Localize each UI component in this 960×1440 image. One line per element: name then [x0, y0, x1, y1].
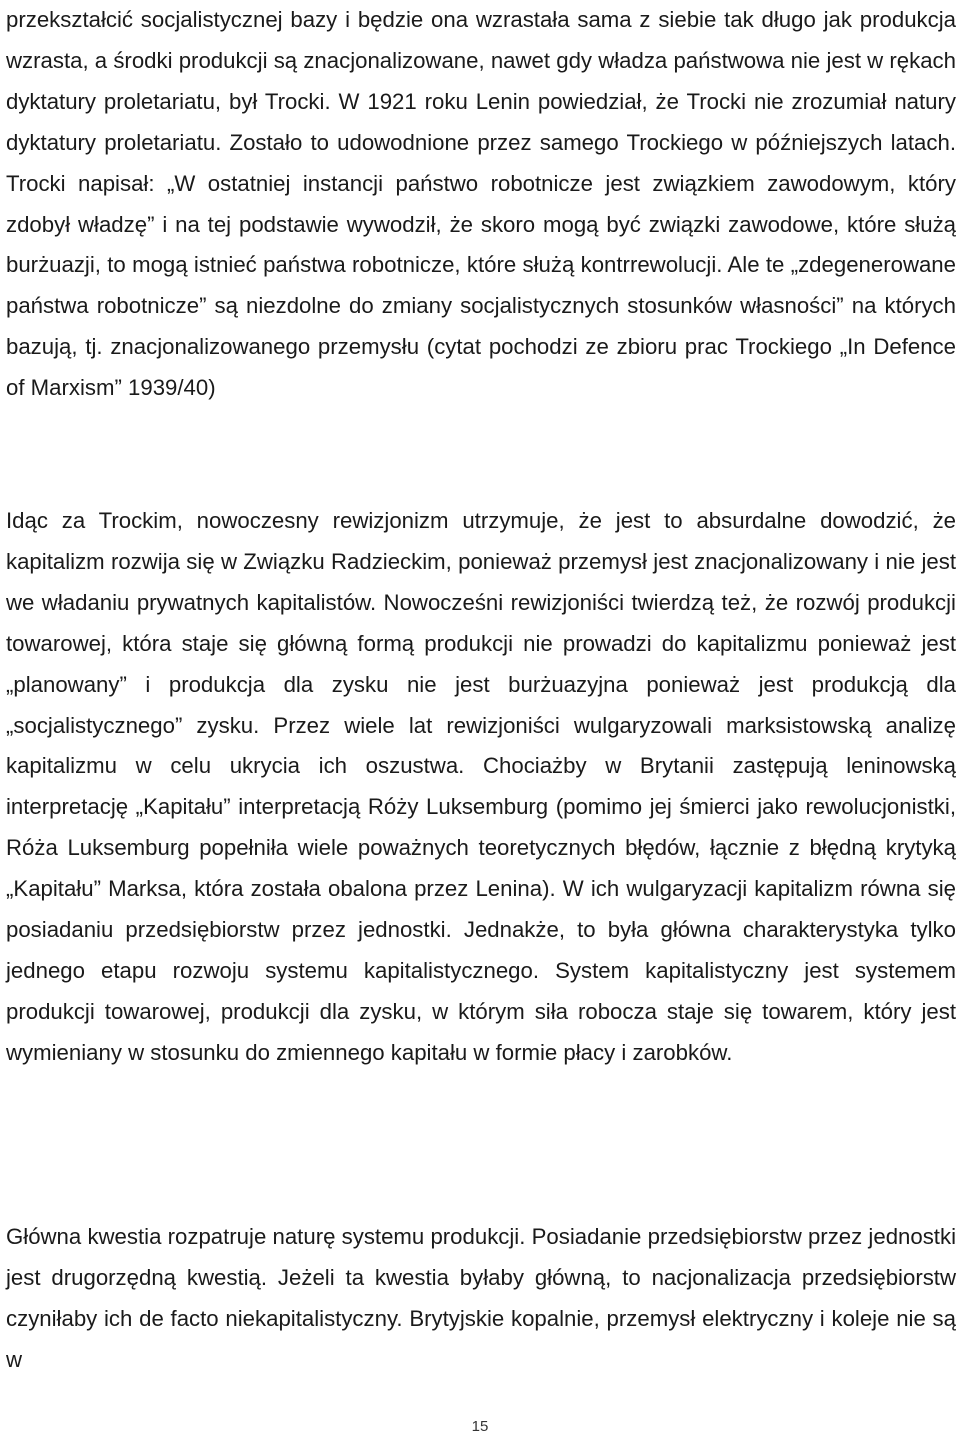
paragraph-3: Główna kwestia rozpatruje naturę systemu produkcji. Posiadanie przedsiębiorstw przez jednostki jest drugorzędną kwestią. Jeżeli ta kwestia byłaby główną, to nacjonalizacja przedsiębiorstw czyniłaby ich de facto niekapitalistyczny. Brytyjskie kopalnie, przemysł elektryczny i koleje nie są w — [6, 1224, 956, 1372]
page-number: 15 — [471, 1418, 489, 1435]
paragraph-1: przekształcić socjalistycznej bazy i będzie ona wzrastała sama z siebie tak długo jak produkcja wzrasta, a środki produkcji są znacjonalizowane, nawet gdy władza państwowa nie jest w rękach dyktatury proletariatu, był Trocki. W 1921 roku Lenin powiedział, że Trocki nie zrozumiał natury dyktatury proletariatu. Zostało to udowodnione przez samego Trockiego w późniejszych latach. Trocki napisał: „W ostatniej instancji państwo robotnicze jest związkiem zawodowym, który zdobył władzę” i na tej podstawie wywodził, że skoro mogą być związki zawodowe, które służą burżuazji, to mogą istnieć państwa robotnicze, które służą kontrrewolucji. Ale te „zdegenerowane państwa robotnicze” są niezdolne do zmiany socjalistycznych stosunków własności” na których bazują, tj. znacjonalizowanego przemysłu (cytat pochodzi ze zbioru prac Trockiego „In Defence of Marxism” 1939/40) — [6, 7, 956, 401]
paragraph-2: Idąc za Trockim, nowoczesny rewizjonizm utrzymuje, że jest to absurdalne dowodzić, że kapitalizm rozwija się w Związku Radzieckim, ponieważ przemysł jest znacjonalizowany i nie jest we władaniu prywatnych kapitalistów. Nowocześni rewizjoniści twierdzą też, że rozwój produkcji towarowej, która staje się główną formą produkcji nie prowadzi do kapitalizmu ponieważ jest „planowany” i produkcja dla zysku nie jest burżuazyjna ponieważ jest produkcją dla „socjalistycznego” zysku. Przez wiele lat rewizjoniści wulgaryzowali marksistowską analizę kapitalizmu w celu ukrycia ich oszustwa. Chociażby w Brytanii zastępują leninowską interpretację „Kapitału” interpretacją Róży Luksemburg (pomimo jej śmierci jako rewolucjonistki, Róża Luksemburg popełniła wiele poważnych teoretycznych błędów, łącznie z błędną krytyką „Kapitału” Marksa, która została obalona przez Lenina). W ich wulgaryzacji kapitalizm równa się posiadaniu przedsiębiorstw przez jednostki. Jednakże, to była główna charakterystyka tylko jednego etapu rozwoju systemu kapitalistycznego. System kapitalistyczny jest systemem produkcji towarowej, produkcji dla zysku, w którym siła robocza staje się towarem, który jest wymieniany w stosunku do zmiennego kapitału w formie płacy i zarobków. — [6, 508, 956, 1065]
